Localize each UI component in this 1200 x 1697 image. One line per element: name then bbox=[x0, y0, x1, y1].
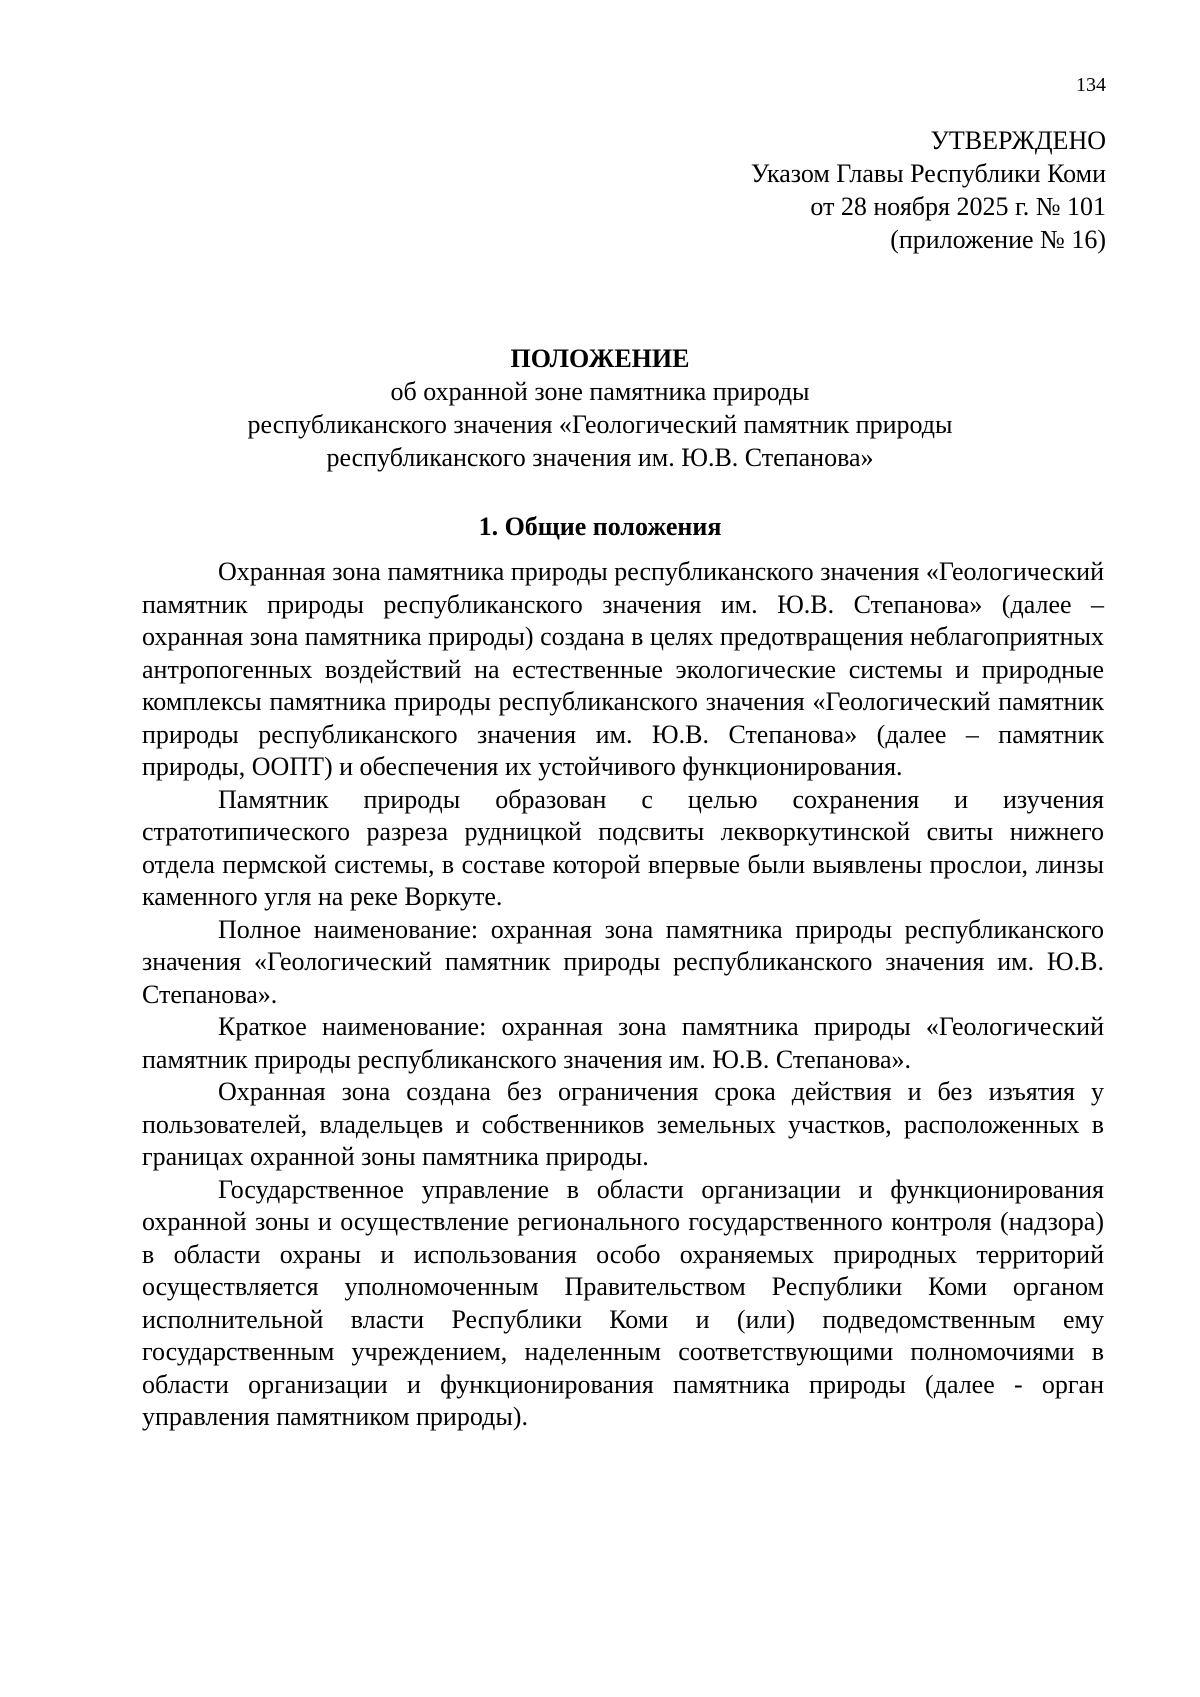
paragraph: Охранная зона создана без ограничения срока действия и без изъятия у пользователей, владельцев и собственников земельных участков, расположенных в границах охранной зоны памятника природы. bbox=[142, 1077, 1104, 1171]
paragraph: Памятник природы образован с целью сохранения и изучения стратотипического разреза рудницкой подсвиты лекворкутинской свиты нижнего отдела пермской системы, в составе которой впервые были выявлены прослои, линзы каменного угля на реке Воркуте. bbox=[142, 784, 1104, 911]
approval-stamp bbox=[751, 124, 1106, 256]
paragraph: Охранная зона памятника природы республиканского значения «Геологический памятник природы республиканского значения им. Ю.В. Степанова» (далее – охранная зона памятника природы) создана в целях предотвращения неблагоприятных антропогенных воздействий на естественные экологические системы и природные комплексы памятника природы республиканского значения «Геологический памятник природы республиканского значения им. Ю.В. Степанова» (далее – памятник природы, ООПТ) и обеспечения их устойчивого функционирования. bbox=[142, 557, 1104, 781]
document-title-block bbox=[0, 342, 1200, 474]
paragraph: Полное наименование: охранная зона памятника природы республиканского значения «Геологический памятник природы республиканского значения им. Ю.В. Степанова». bbox=[142, 914, 1104, 1009]
section-body bbox=[142, 556, 1104, 1434]
approval-appendix: (приложение № 16) bbox=[890, 225, 1106, 254]
page-number: 134 bbox=[1076, 74, 1106, 96]
document-subtitle-line-3: республиканского значения им. Ю.В. Степанова» bbox=[326, 443, 874, 472]
document-title: ПОЛОЖЕНИЕ bbox=[510, 344, 690, 373]
approval-decree: Указом Главы Республики Коми bbox=[750, 159, 1106, 188]
paragraph: Краткое наименование: охранная зона памятника природы «Геологический памятник природы республиканского значения им. Ю.В. Степанова». bbox=[142, 1012, 1104, 1074]
approval-date: от 28 ноября 2025 г. № 101 bbox=[810, 192, 1106, 221]
paragraph: Государственное управление в области организации и функционирования охранной зоны и осуществление регионального государственного контроля (надзора) в области охраны и использования особо охраняемых природных территорий осуществляется уполномоченным Правительством Республики Коми органом исполнительной власти Республики Коми и (или) подведомственным ему государственным учреждением, наделенным соответствующими полномочиями в области организации и функционирования памятника природы (далее - орган управления памятником природы). bbox=[142, 1174, 1104, 1431]
document-subtitle-line-1: об охранной зоне памятника природы bbox=[390, 377, 810, 406]
document-subtitle-line-2: республиканского значения «Геологический памятник природы bbox=[247, 410, 953, 439]
approval-label: УТВЕРЖДЕНО bbox=[930, 126, 1106, 155]
section-heading: 1. Общие положения bbox=[478, 512, 722, 541]
